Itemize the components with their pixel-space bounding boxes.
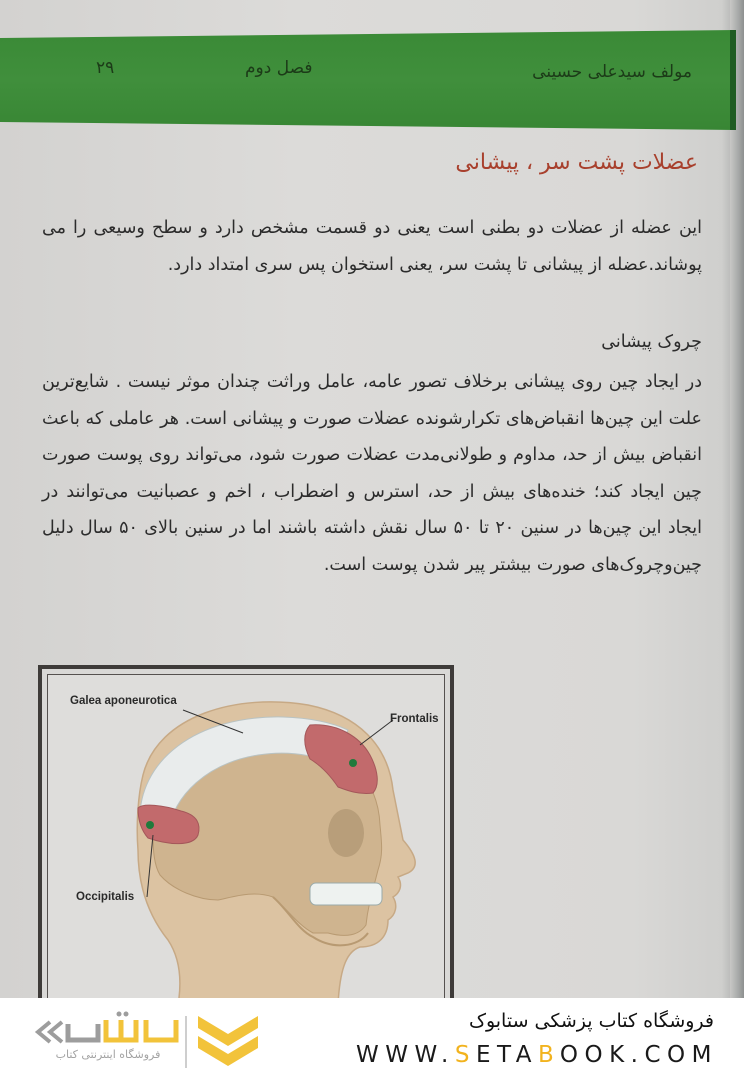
store-name: فروشگاه کتاب پزشکی ستابوک: [468, 1010, 714, 1032]
logo-subtitle: فروشگاه اینترنتی کتاب: [55, 1048, 161, 1061]
setabook-logo[interactable]: [28, 1006, 268, 1074]
frontalis-marker: [349, 759, 357, 767]
logo-graphic: [28, 1006, 268, 1074]
occipitalis-marker: [146, 821, 154, 829]
url-part-4: B: [538, 1042, 560, 1068]
eye-orbit: [328, 809, 364, 857]
paragraph-muscle-description: این عضله از عضلات دو بطنی است یعنی دو قسمت مشخص دارد و سطح وسیعی را می پوشاند.عضله از پیشانی تا پشت سر، یعنی استخوان پس سری امتداد دارد.: [42, 218, 702, 275]
header-chapter: فصل دوم: [245, 58, 313, 78]
logo-chevron-badge-icon: [198, 1016, 258, 1066]
logo-wordmark-gray: [68, 1024, 98, 1040]
head-muscle-illustration: [48, 675, 445, 998]
subheading-forehead-wrinkles: چروک پیشانی: [601, 332, 702, 352]
anatomy-figure: [38, 665, 454, 998]
store-url-link[interactable]: [356, 1042, 718, 1068]
page-number: ۲۹: [96, 58, 115, 78]
url-part-1: WWW.: [355, 1042, 455, 1068]
logo-wordmark-yellow: [106, 1020, 176, 1040]
logo-chevrons-icon: [38, 1022, 62, 1042]
paragraph-wrinkles: در ایجاد چین روی پیشانی برخلاف تصور عامه، عامل وراثت چندان موثر نیست . شایع‌ترین علت این چین‌ها انقباض‌های تکرارشونده عضلات صورت و پیشانی است. هر عاملی که باعث انقباض بیش از حد، مداوم و طولانی‌مدت عضلات صورت شود، می‌تواند روی پوست صورت چین ایجاد کند؛ خنده‌های بیش از حد، استرس و اضطراب ، اخم و عصبانیت می‌توانند در ایجاد این چین‌ها در سنین ۲۰ تا ۵۰ سال نقش داشته باشند اما در سنین بالای ۵۰ سال دلیل چین‌وچروک‌های صورت بیشتر پیر شدن پوست است.: [42, 372, 703, 575]
url-part-5: OOK.COM: [559, 1042, 718, 1068]
figure-frame: [47, 674, 445, 998]
label-galea-aponeurotica: Galea aponeurotica: [70, 695, 177, 707]
url-part-2: S: [454, 1042, 476, 1068]
book-spine: [730, 0, 744, 998]
header-author: مولف سیدعلی حسینی: [532, 62, 692, 82]
store-footer: [0, 998, 744, 1080]
label-frontalis: Frontalis: [390, 713, 439, 725]
teeth: [310, 883, 382, 905]
url-part-3: ETA: [475, 1042, 539, 1068]
section-title: عضلات پشت سر ، پیشانی: [455, 150, 698, 175]
label-occipitalis: Occipitalis: [76, 891, 135, 903]
